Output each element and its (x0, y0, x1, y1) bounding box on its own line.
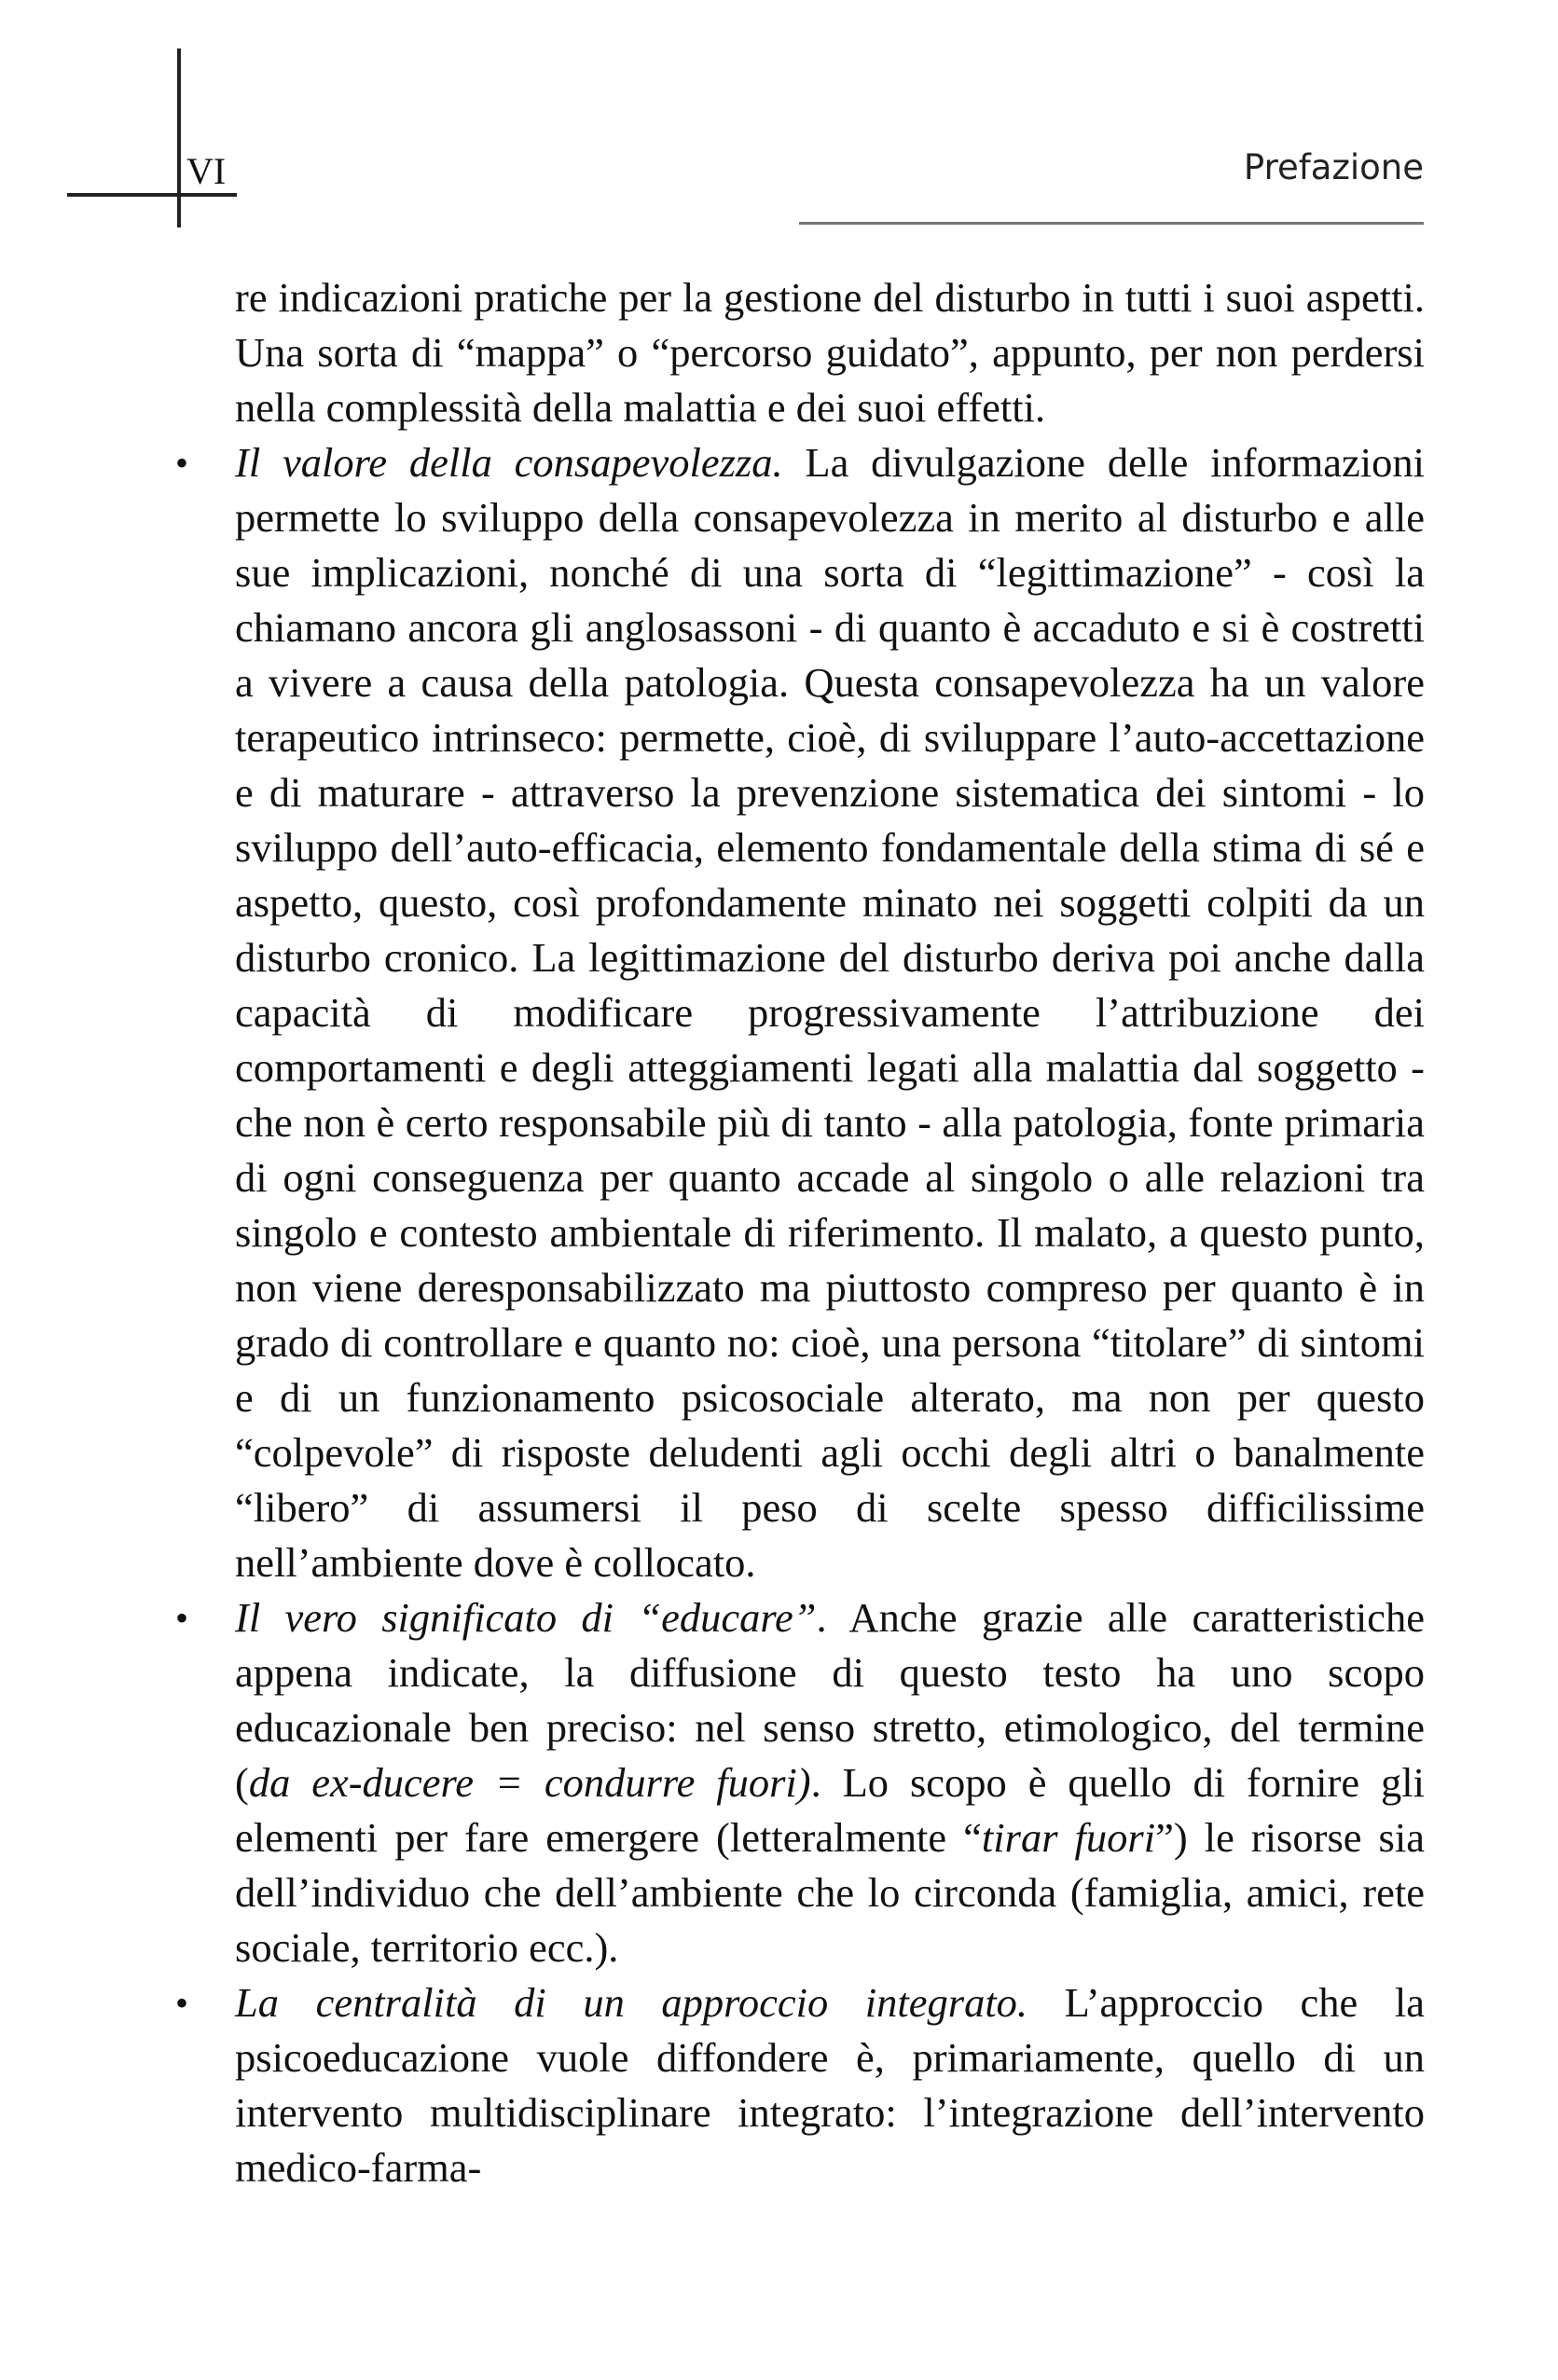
bullet-item-consapevolezza (175, 435, 1425, 1590)
body-text (175, 270, 1425, 2195)
bullet-text: La divulgazione delle informazioni permette lo sviluppo della consapevolezza in merito al disturbo e alle sue implicazioni, nonché di una sorta di “legittimazione” - così la chiamano ancora gli anglosassoni - di quanto è accaduto e si è costretti a vivere a causa della patologia. Questa consapevolezza ha un valore terapeutico intrinseco: permette, cioè, di sviluppare l’auto-accettazione e di maturare - attraverso la prevenzione sistematica dei sintomi - lo sviluppo dell’auto-efficacia, elemento fondamentale della stima di sé e aspetto, questo, così profondamente minato nei soggetti colpiti da un disturbo cronico. La legittimazione del disturbo deriva poi anche dalla capacità di modificare progressivamente l’attribuzione dei comportamenti e degli atteggiamenti legati alla malattia dal soggetto - che non è certo responsabile più di tanto - alla patologia, fonte primaria di ogni conseguenza per quanto accade al singolo o alle relazioni tra singolo e contesto ambientale di riferimento. Il malato, a questo punto, non viene deresponsabilizzato ma piuttosto compreso per quanto è in grado di controllare e quanto no: cioè, una persona “titolare” di sintomi e di un funzionamento psicosociale alterato, ma non per questo “colpevole” di risposte deludenti agli occhi degli altri o banalmente “libero” di assumersi il peso di scelte spesso difficilissime nell’ambiente dove è collocato. (235, 439, 1425, 1586)
etymology-italic: da ex-ducere = condurre fuori) (248, 1759, 811, 1806)
bullet-item-approccio-integrato (175, 1975, 1425, 2195)
bullet-text-end: ”) le risorse sia dell’individuo che dell’ambiente che lo circonda (famiglia, amici, rete sociale, territorio ecc.). (235, 1814, 1425, 1971)
crop-mark-vertical (177, 48, 181, 227)
bullet-title: Il valore della consapevolezza. (235, 439, 783, 486)
header-rule (799, 222, 1424, 225)
bullet-title-quoted: “educare” (638, 1594, 817, 1641)
continuation-paragraph: re indicazioni pratiche per la gestione del disturbo in tutti i suoi aspetti. Una sorta di “mappa” o “percorso guidato”, appunto, per non perdersi nella complessità della malattia e dei suoi effetti. (235, 274, 1425, 431)
bullet-text: L’approccio che la psicoeducazione vuole diffondere è, primariamente, quello di un intervento multidisciplinare integrato: l’integrazione dell’intervento medico-farma- (235, 1979, 1425, 2191)
bullet-item-educare (175, 1590, 1425, 1975)
tirar-fuori-italic: tirar fuori (981, 1814, 1156, 1861)
bullet-title: Il vero significato di (235, 1594, 639, 1641)
bullet-text: . Anche grazie alle caratteristiche appena indicate, la diffusione di questo testo ha uno scopo educazionale ben preciso: nel senso stretto, etimologico, del termine ( (235, 1594, 1425, 1806)
bullet-text-continued: . Lo scopo è quello di fornire gli elementi per fare emergere (letteralmente “ (235, 1759, 1425, 1861)
bullet-icon: • (175, 442, 189, 484)
bullet-title: La centralità di un approccio integrato. (235, 1979, 1028, 2026)
bullet-icon: • (175, 1982, 189, 2024)
running-head-title: Prefazione (1243, 147, 1424, 187)
page-number: VI (186, 150, 227, 192)
crop-mark-horizontal (67, 193, 237, 197)
bullet-icon: • (175, 1597, 189, 1639)
